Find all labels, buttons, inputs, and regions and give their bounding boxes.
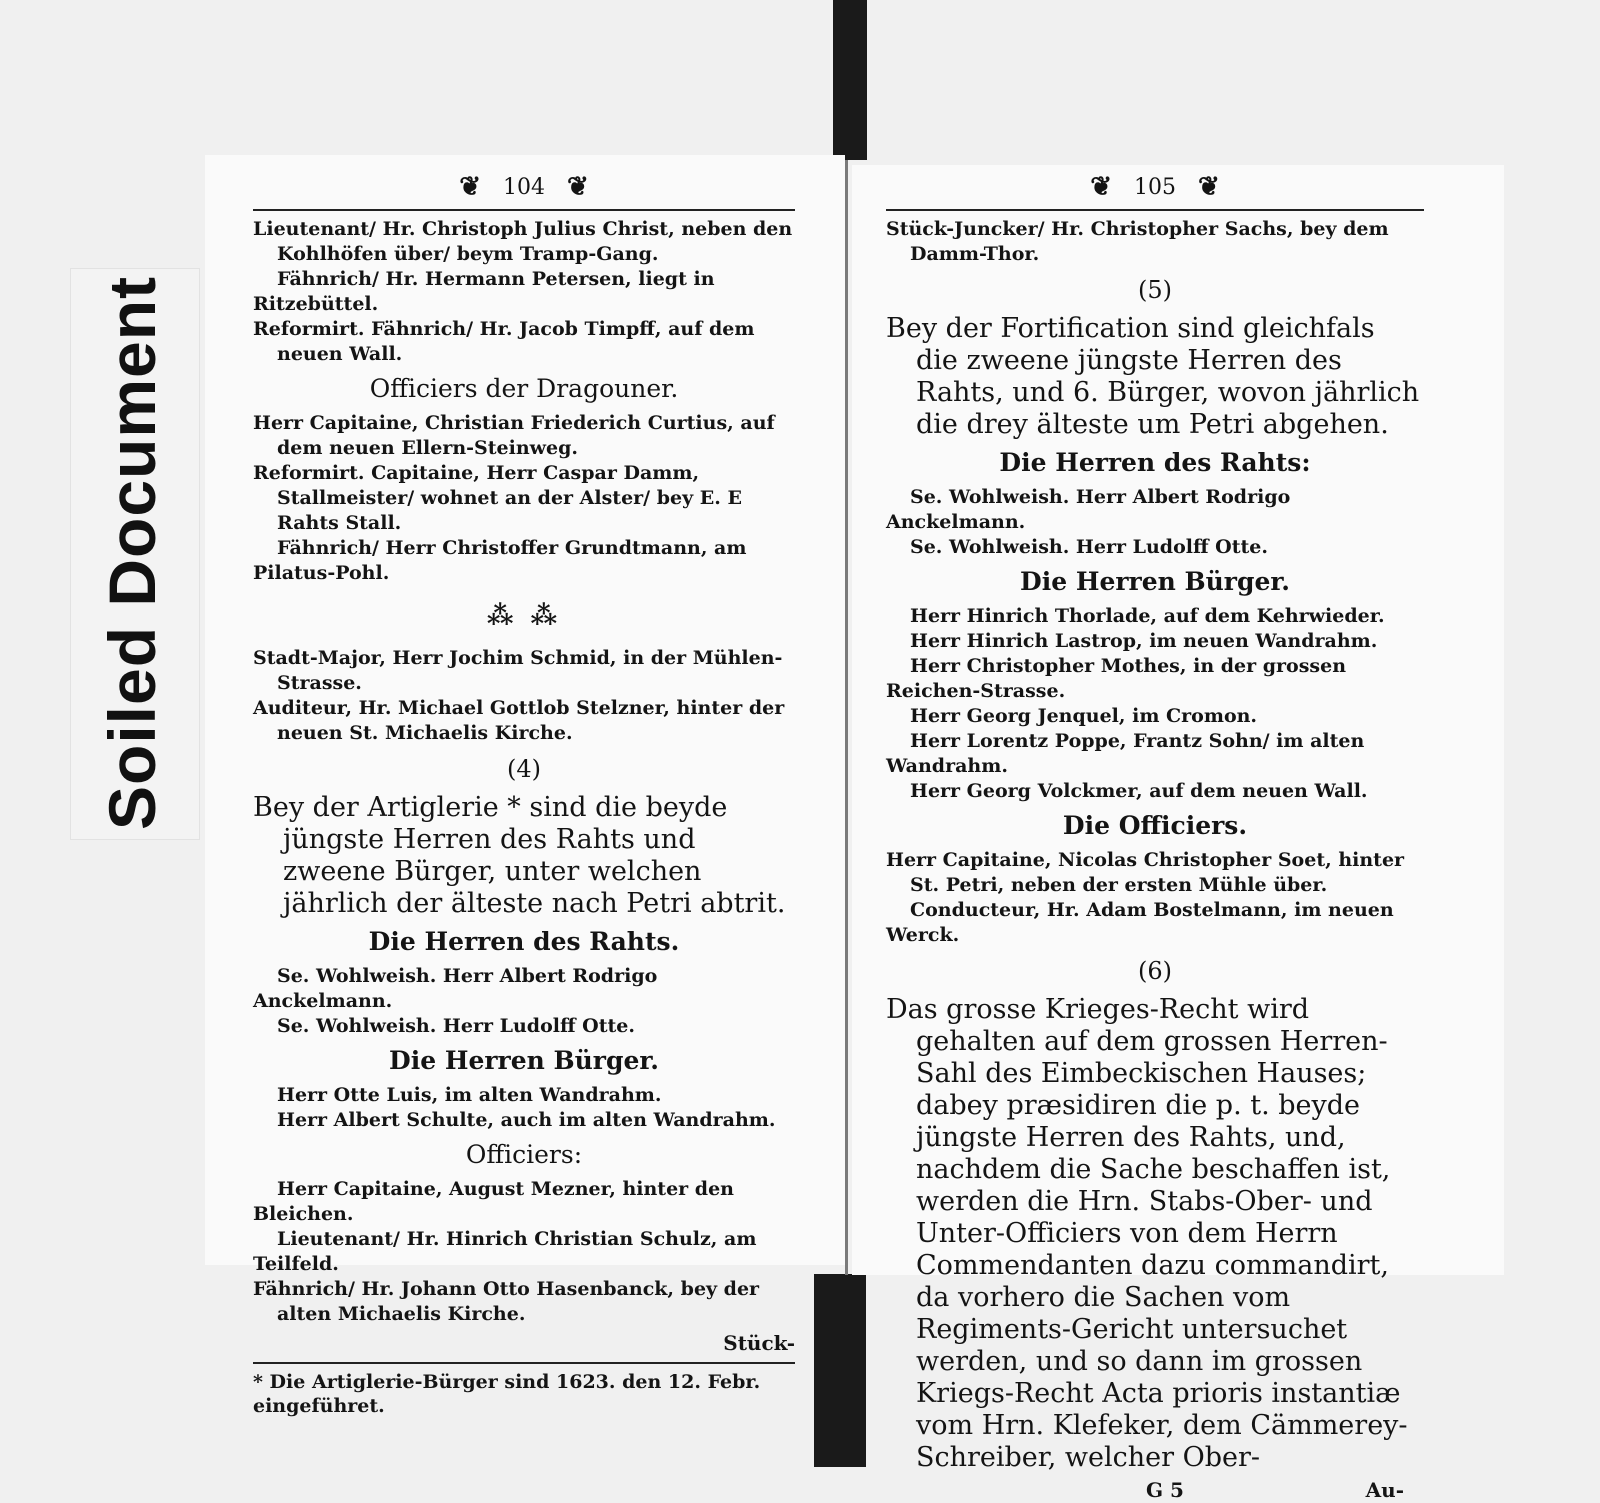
left-page-body <box>253 217 795 1418</box>
rahts-heading: Die Herren des Rahts: <box>999 448 1311 477</box>
text-line: Reformirt. Capitaine, Herr Caspar Damm, Stallmeister/ wohnet an der Alster/ bey E. E Rahts Stall. <box>253 462 742 534</box>
text-line: Herr Otte Luis, im alten Wandrahm. <box>277 1084 662 1106</box>
text-line: Se. Wohlweish. Herr Albert Rodrigo Anckelmann. <box>253 965 658 1012</box>
text-line: Herr Hinrich Lastrop, im neuen Wandrahm. <box>910 630 1378 652</box>
left-page <box>205 155 845 1417</box>
krieges-paragraph: Das grosse Krieges-Recht wird gehalten auf dem grossen Herren-Sahl des Eimbeckischen Hauses; dabey præsidiren die p. t. beyde jüngste Herren des Rahts, und, nachdem die Sache beschaffen ist, werden die Hrn. Stabs-Ober- und Unter-Officiers von dem Herrn Commendanten dazu commandirt, da vorhero die Sachen vom Regiments-Gericht untersuchet werden, und so dann im grossen Kriegs-Recht Acta prioris instantiæ vom Hrn. Klefeker, dem Cämmerey-Schreiber, welcher Ober- <box>886 994 1408 1473</box>
text-line: Stadt-Major, Herr Jochim Schmid, in der Mühlen-Strasse. <box>253 647 783 694</box>
buerger-heading: Die Herren Bürger. <box>1020 567 1290 596</box>
text-line: Stück-Juncker/ Hr. Christopher Sachs, bey dem Damm-Thor. <box>886 218 1389 265</box>
text-line: Fähnrich/ Herr Christoffer Grundtmann, am Pilatus-Pohl. <box>253 537 747 584</box>
right-page-header <box>886 165 1424 209</box>
left-page-number: 104 <box>503 174 545 200</box>
header-rule <box>886 209 1424 211</box>
section-number: (4) <box>507 755 541 783</box>
text-line: Se. Wohlweish. Herr Ludolff Otte. <box>910 536 1268 558</box>
text-line: Herr Georg Volckmer, auf dem neuen Wall. <box>910 780 1368 802</box>
footnote-rule <box>253 1362 795 1364</box>
officiers-heading: Die Officiers. <box>1062 811 1248 840</box>
text-line: Herr Georg Jenquel, im Cromon. <box>910 705 1258 727</box>
left-page-header <box>253 165 795 209</box>
right-page <box>852 165 1504 1502</box>
text-line: Fähnrich/ Hr. Johann Otto Hasenbanck, bey der alten Michaelis Kirche. <box>253 1278 760 1325</box>
signature-mark: G 5 <box>1146 1478 1184 1502</box>
gutter <box>845 160 848 1275</box>
text-line: Se. Wohlweish. Herr Albert Rodrigo Anckelmann. <box>886 486 1291 533</box>
buerger-heading: Die Herren Bürger. <box>389 1046 659 1075</box>
header-rule <box>253 209 795 211</box>
catchword: Stück- <box>723 1331 795 1355</box>
catchword: Au- <box>1365 1478 1404 1502</box>
dragoner-heading: Officiers der Dragouner. <box>369 374 679 403</box>
text-line: Herr Capitaine, Christian Friederich Curtius, auf dem neuen Ellern-Steinweg. <box>253 412 775 459</box>
right-page-number: 105 <box>1134 174 1176 200</box>
text-line: Herr Capitaine, August Mezner, hinter den Bleichen. <box>253 1178 734 1225</box>
fortification-paragraph: Bey der Fortification sind gleichfals die zweene jüngste Herren des Rahts, und 6. Bürger, wovon jährlich die drey älteste um Petri abgehen. <box>886 313 1420 440</box>
right-page-body <box>886 217 1424 1503</box>
text-line: Herr Hinrich Thorlade, auf dem Kehrwieder. <box>910 605 1385 627</box>
ornament-icon: ❦ <box>1090 172 1112 202</box>
text-line: Lieutenant/ Hr. Christoph Julius Christ, neben den Kohlhöfen über/ beym Tramp-Gang. <box>253 218 793 265</box>
ornament-icon: ❦ <box>1198 172 1220 202</box>
officiers-heading: Officiers: <box>465 1140 583 1169</box>
ornament-icon: ❦ <box>459 172 481 202</box>
text-line: Herr Albert Schulte, auch im alten Wandrahm. <box>277 1109 776 1131</box>
section-number: (6) <box>1138 957 1172 985</box>
text-line: Auditeur, Hr. Michael Gottlob Stelzner, hinter der neuen St. Michaelis Kirche. <box>253 697 785 744</box>
text-line: Lieutenant/ Hr. Hinrich Christian Schulz, am Teilfeld. <box>253 1228 757 1275</box>
artiglerie-paragraph: Bey der Artiglerie * sind die beyde jüngste Herren des Rahts und zweene Bürger, unter welchen jährlich der älteste nach Petri abtrit. <box>253 792 786 919</box>
text-line: Herr Capitaine, Nicolas Christopher Soet, hinter St. Petri, neben der ersten Mühle über. <box>886 849 1405 896</box>
soiled-document-stamp: Soiled Document <box>95 275 169 830</box>
rahts-heading: Die Herren des Rahts. <box>368 927 680 956</box>
text-line: Herr Christopher Mothes, in der grossen Reichen-Strasse. <box>886 655 1347 702</box>
text-line: Fähnrich/ Hr. Hermann Petersen, liegt in Ritzebüttel. <box>253 268 715 315</box>
text-line: Reformirt. Fähnrich/ Hr. Jacob Timpff, auf dem neuen Wall. <box>253 318 755 365</box>
section-number: (5) <box>1138 276 1172 304</box>
spine-strip-top <box>833 0 867 160</box>
asterism: ⁂ ⁂ <box>486 601 562 631</box>
ornament-icon: ❦ <box>567 172 589 202</box>
text-line: Se. Wohlweish. Herr Ludolff Otte. <box>277 1015 635 1037</box>
footnote: * Die Artiglerie-Bürger sind 1623. den 12. Febr. eingeführet. <box>253 1371 761 1417</box>
text-line: Herr Lorentz Poppe, Frantz Sohn/ im alten Wandrahm. <box>886 730 1365 777</box>
text-line: Conducteur, Hr. Adam Bostelmann, im neuen Werck. <box>886 899 1394 946</box>
signature-line <box>886 1478 1424 1503</box>
